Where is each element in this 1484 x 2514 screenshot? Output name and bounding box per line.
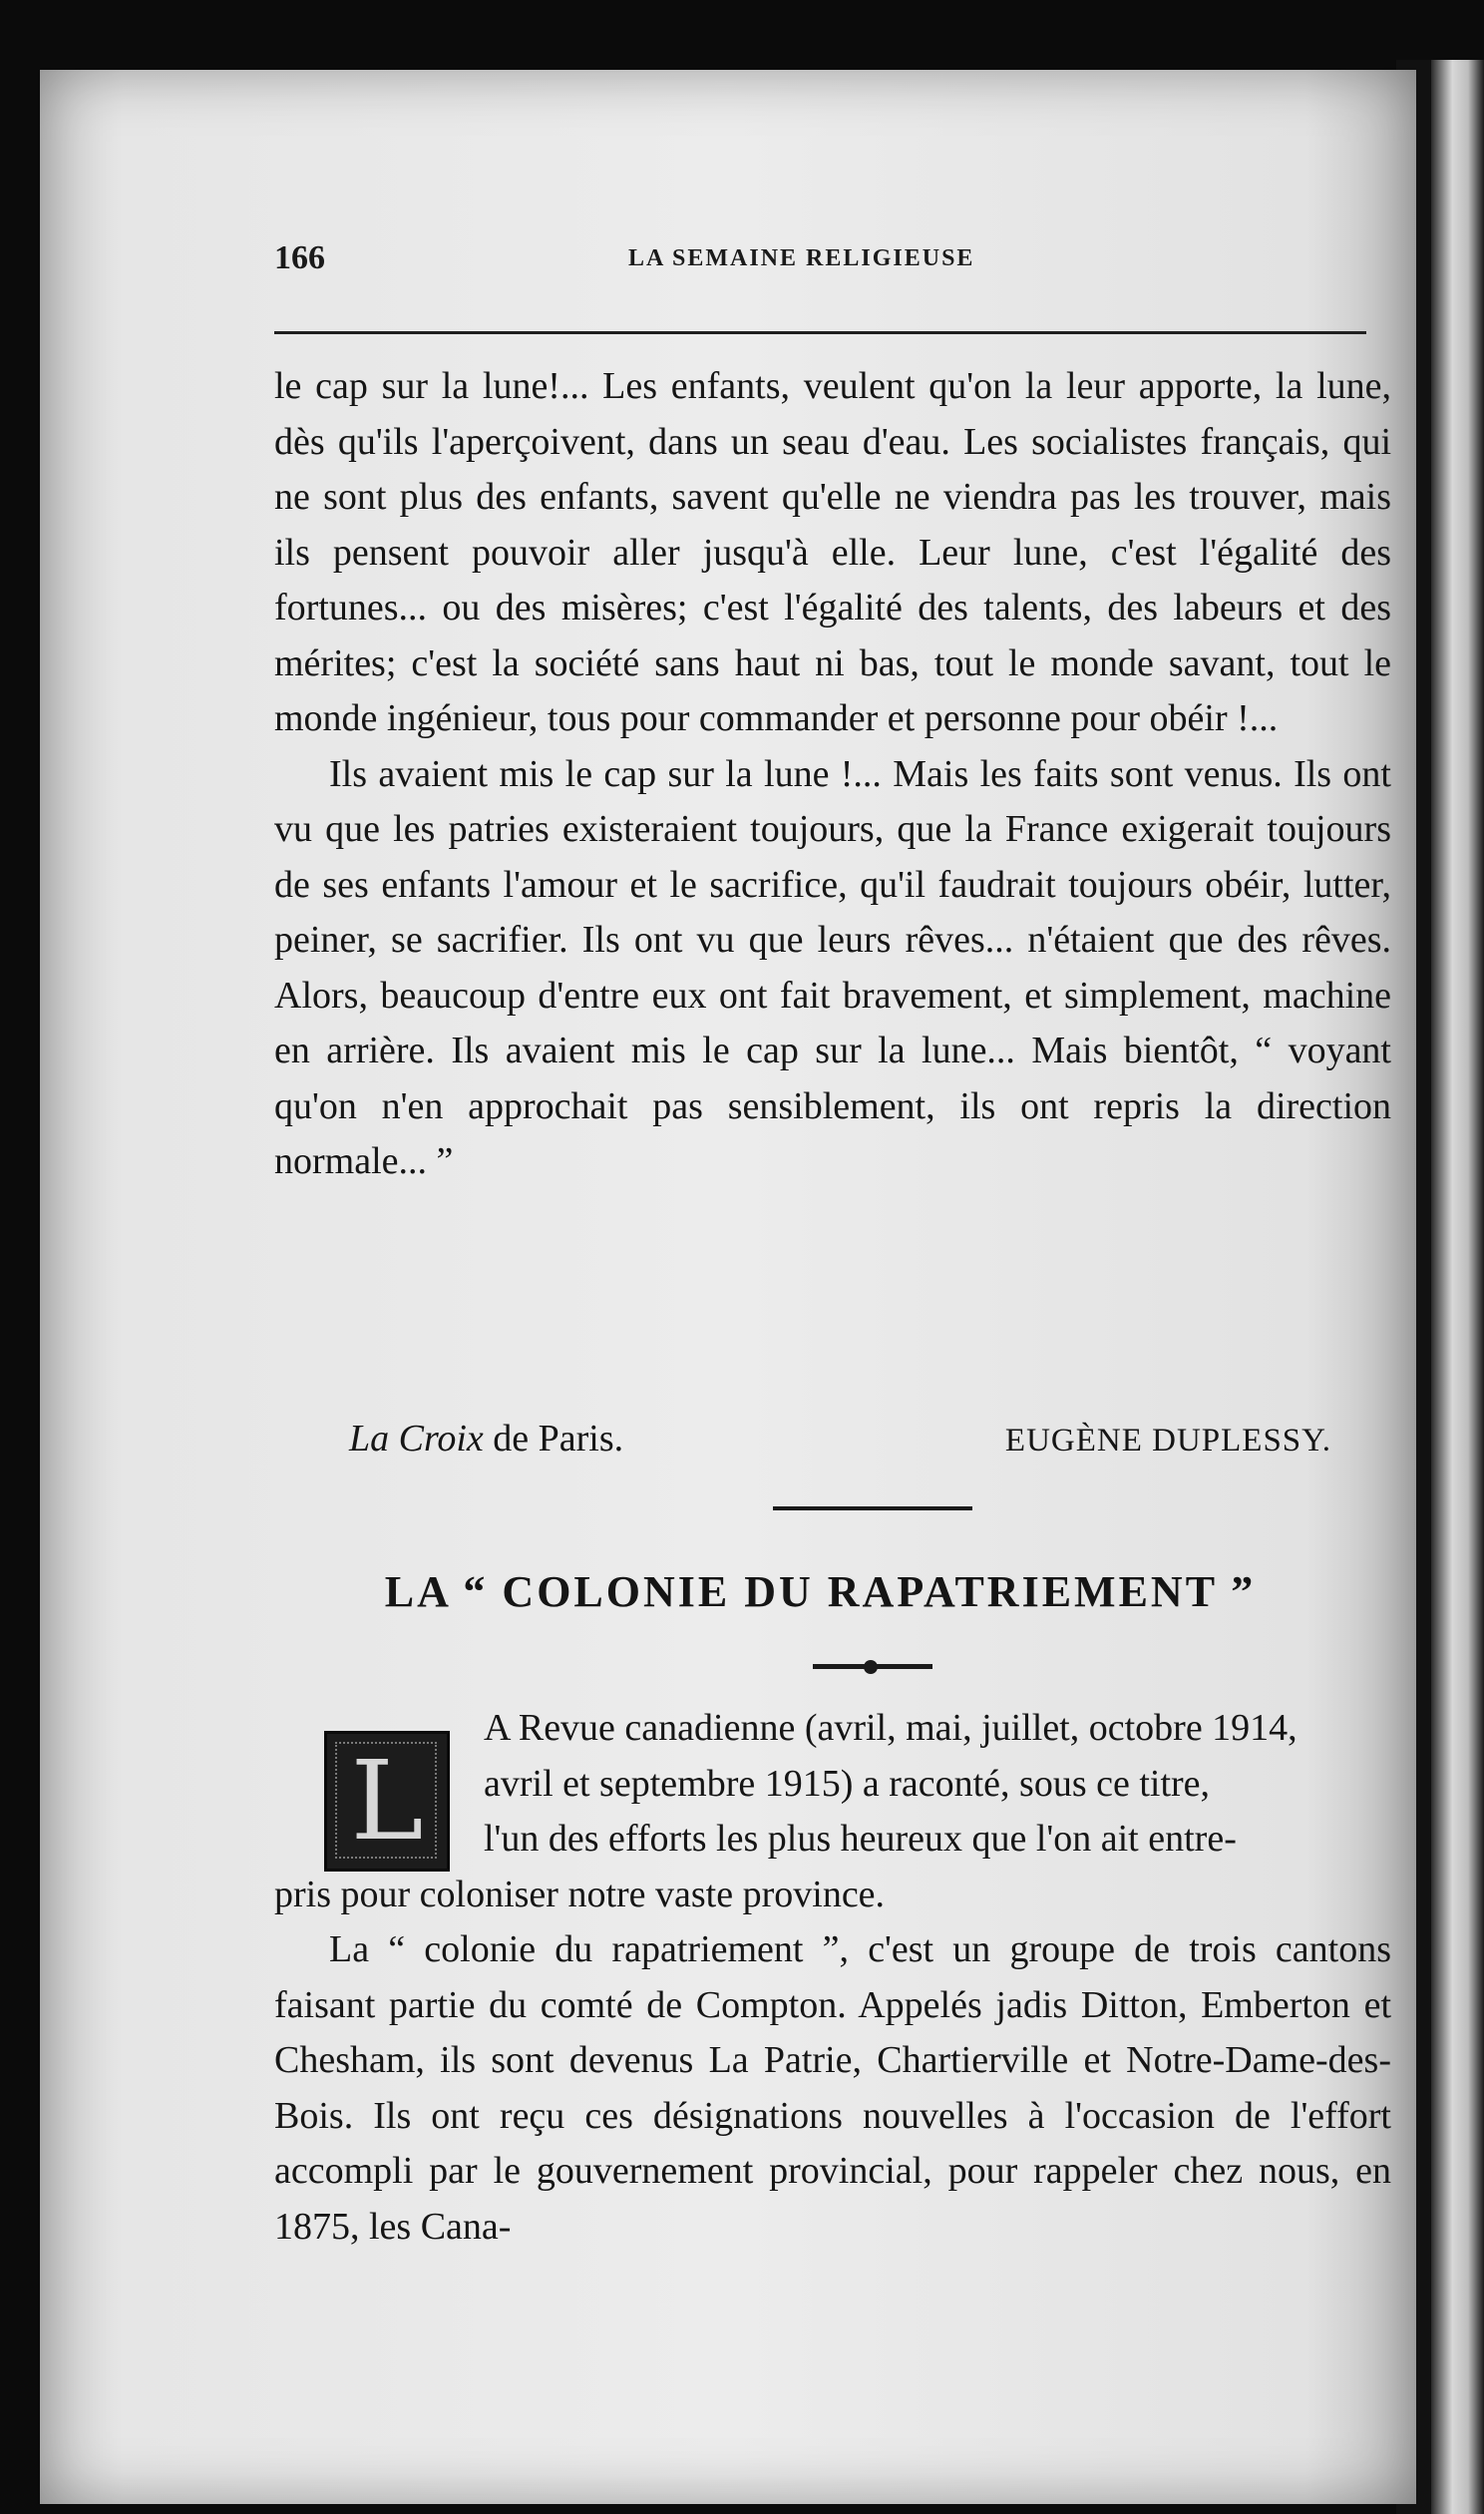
page-header: [274, 239, 1366, 279]
source-publication: La Croix: [349, 1418, 484, 1460]
article1-author: EUGÈNE DUPLESSY.: [1004, 1423, 1331, 1459]
title-ornament-dot: [864, 1660, 878, 1674]
section-separator: [773, 1506, 972, 1510]
article1-source: [349, 1417, 623, 1461]
running-head: LA SEMAINE RELIGIEUSE: [628, 245, 975, 271]
article1-body: [274, 359, 1391, 1190]
article2-line-3: l'un des efforts les plus heureux que l'on ait entre-: [484, 1818, 1237, 1860]
article2-body: [274, 1701, 1391, 2255]
drop-cap-letter: L: [350, 1737, 424, 1865]
page-number: 166: [274, 239, 325, 276]
article2-paragraph-2: La “ colonie du rapatriement ”, c'est un groupe de trois cantons faisant partie du comté de Compton. Appelés jadis Ditton, Emberton et Chesham, ils sont devenus La Patrie, Chartierville et Notre-Dame-des-Bois. Ils ont reçu ces désignations nouvelles à l'occasion de l'effort accompli par le gouvernement provincial, pour rappeler chez nous, en 1875, les Cana-: [274, 1928, 1391, 2248]
adjacent-page-edge: [1431, 60, 1484, 2514]
article1-paragraph-2: Ils avaient mis le cap sur la lune !... Mais les faits sont venus. Ils ont vu que les patries existeraient toujours, que la France exigerait toujours de ses enfants l'amour et le sacrifice, qu'il faudrait toujours obéir, lutter, peiner, se sacrifier. Ils ont vu que leurs rêves... n'étaient que des rêves. Alors, beaucoup d'entre eux ont fait bravement, et simplement, machine en arrière. Ils avaient mis le cap sur la lune... Mais bientôt, “ voyant qu'on n'en approchait pas sensiblement, ils ont repris la direction normale... ”: [274, 752, 1391, 1182]
article2-title: LA “ COLONIE DU RAPATRIEMENT ”: [384, 1567, 1257, 1616]
article2-line-2: avril et septembre 1915) a raconté, sous ce titre,: [484, 1762, 1211, 1805]
article1-paragraph-1: le cap sur la lune!... Les enfants, veulent qu'on la leur apporte, la lune, dès qu'ils l'aperçoivent, dans un seau d'eau. Les socialistes français, qui ne sont plus des enfants, savent qu'elle ne viendra pas les trouver, mais ils pensent pouvoir aller jusqu'à elle. Leur lune, c'est l'égalité des fortunes... ou des misères; c'est l'égalité des talents, des labeurs et des mérites; c'est la société sans haut ni bas, tout le monde savant, tout le monde ingénieur, tous pour commander et personne pour obéir !...: [274, 365, 1391, 739]
article2-line-4: pris pour coloniser notre vaste province.: [274, 1873, 886, 1915]
header-rule: [274, 331, 1366, 334]
source-city: de Paris.: [483, 1418, 624, 1460]
article2-line-1: A Revue canadienne (avril, mai, juillet, octobre 1914,: [484, 1707, 1298, 1749]
